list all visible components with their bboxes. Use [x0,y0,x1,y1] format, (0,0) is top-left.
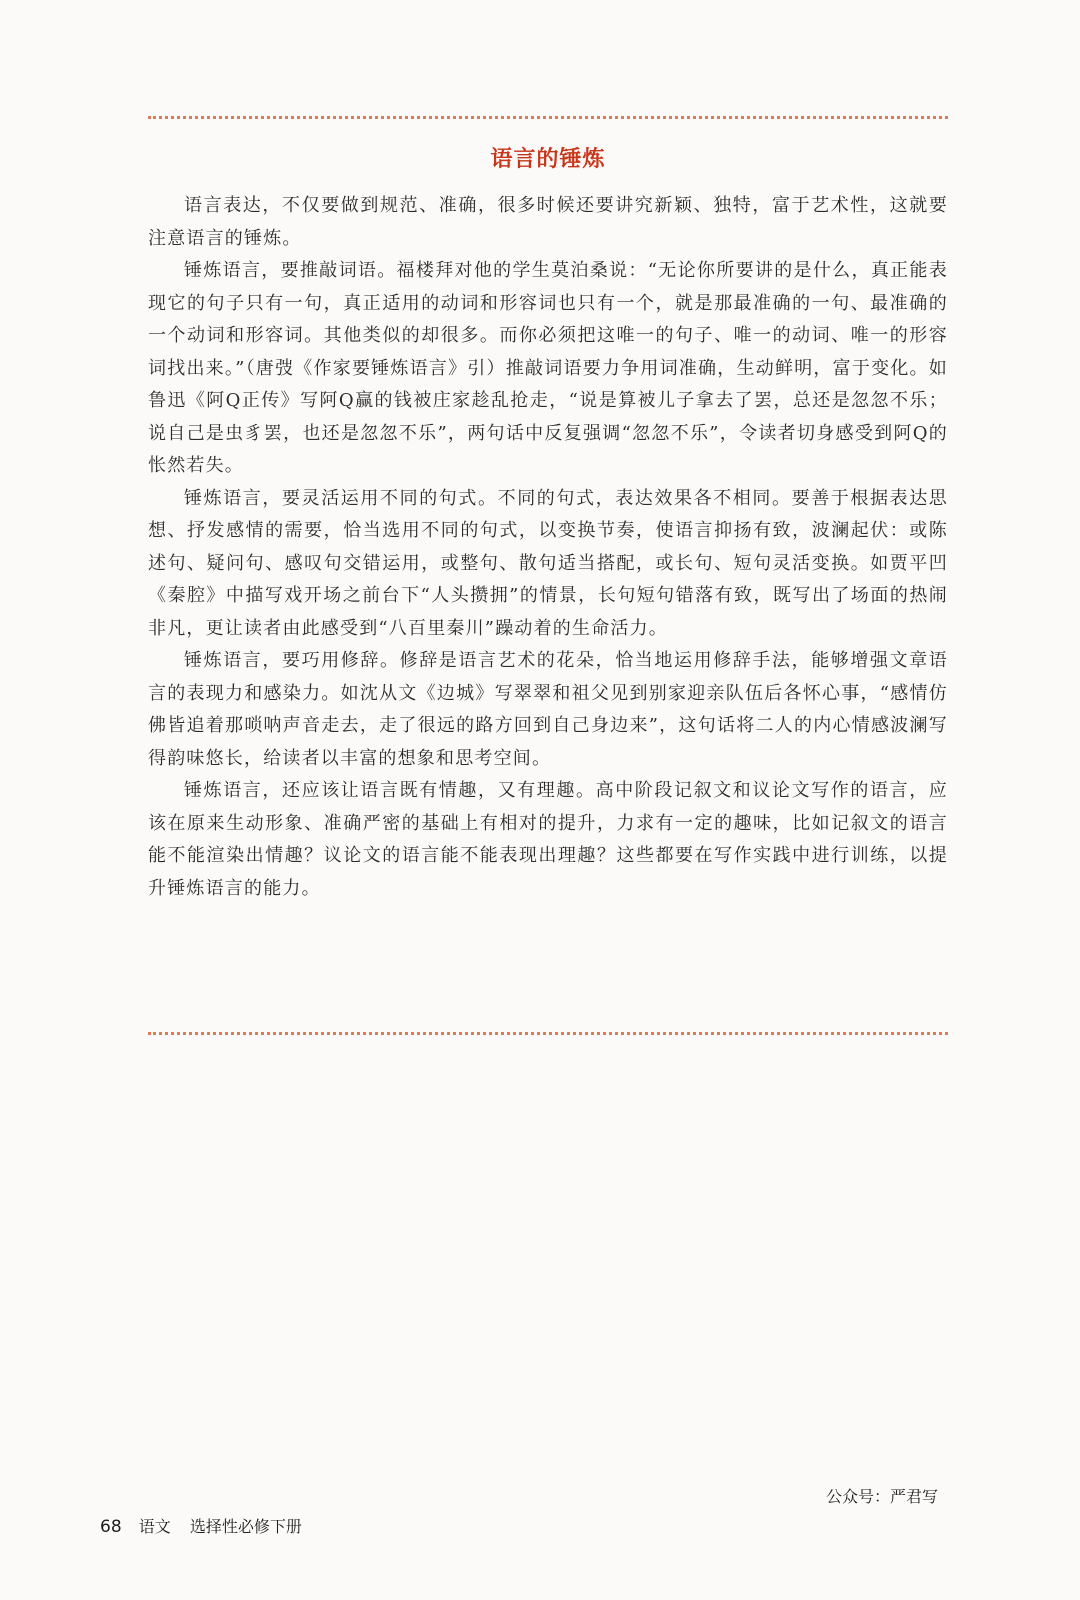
paragraph: 锤炼语言，要巧用修辞。修辞是语言艺术的花朵，恰当地运用修辞手法，能够增强文章语言的表现力和感染力。如沈从文《边城》写翠翠和祖父见到别家迎亲队伍后各怀心事，“感情仿佛皆追着那唢呐声音走去，走了很远的路方回到自己身边来”，这句话将二人的内心情感波澜写得韵味悠长，给读者以丰富的想象和思考空间。 [148,650,948,769]
book-title: 选择性必修下册 [189,1517,302,1536]
paragraph: 锤炼语言，要推敲词语。福楼拜对他的学生莫泊桑说：“无论你所要讲的是什么，真正能表现它的句子只有一句，真正适用的动词和形容词也只有一个，就是那最准确的一句、最准确的一个动词和形容词。其他类似的却很多。而你必须把这唯一的句子、唯一的动词、唯一的形容词找出来。”（唐弢《作家要锤炼语言》引）推敲词语要力争用词准确，生动鲜明，富于变化。如鲁迅《阿Q正传》写阿Q赢的钱被庄家趁乱抢走，“说是算被儿子拿去了罢，总还是忽忽不乐；说自己是虫豸罢，也还是忽忽不乐”，两句话中反复强调“忽忽不乐”，令读者切身感受到阿Q的怅然若失。 [148,260,948,476]
page-footer [100,1514,302,1537]
section-body [148,190,948,905]
watermark-text: 公众号：严君写 [826,1487,939,1506]
paragraph: 锤炼语言，要灵活运用不同的句式。不同的句式，表达效果各不相同。要善于根据表达思想、抒发感情的需要，恰当选用不同的句式，以变换节奏，使语言抑扬有致，波澜起伏：或陈述句、疑问句、感叹句交错运用，或整句、散句适当搭配，或长句、短句灵活变换。如贾平凹《秦腔》中描写戏开场之前台下“人头攒拥”的情景，长句短句错落有致，既写出了场面的热闹非凡，更让读者由此感受到“八百里秦川”躁动着的生命活力。 [148,487,948,639]
page-number: 68 [100,1517,122,1537]
subject-label: 语文 [138,1517,171,1536]
bottom-dotted-divider [148,1032,948,1035]
paragraph: 语言表达，不仅要做到规范、准确，很多时候还要讲究新颖、独特，富于艺术性，这就要注意语言的锤炼。 [148,195,948,249]
section-title: 语言的锤炼 [490,147,606,172]
top-dotted-divider [148,116,948,119]
paragraph: 锤炼语言，还应该让语言既有情趣，又有理趣。高中阶段记叙文和议论文写作的语言，应该在原来生动形象、准确严密的基础上有相对的提升，力求有一定的趣味，比如记叙文的语言能不能渲染出情趣？议论文的语言能不能表现出理趣？这些都要在写作实践中进行训练，以提升锤炼语言的能力。 [148,780,948,899]
